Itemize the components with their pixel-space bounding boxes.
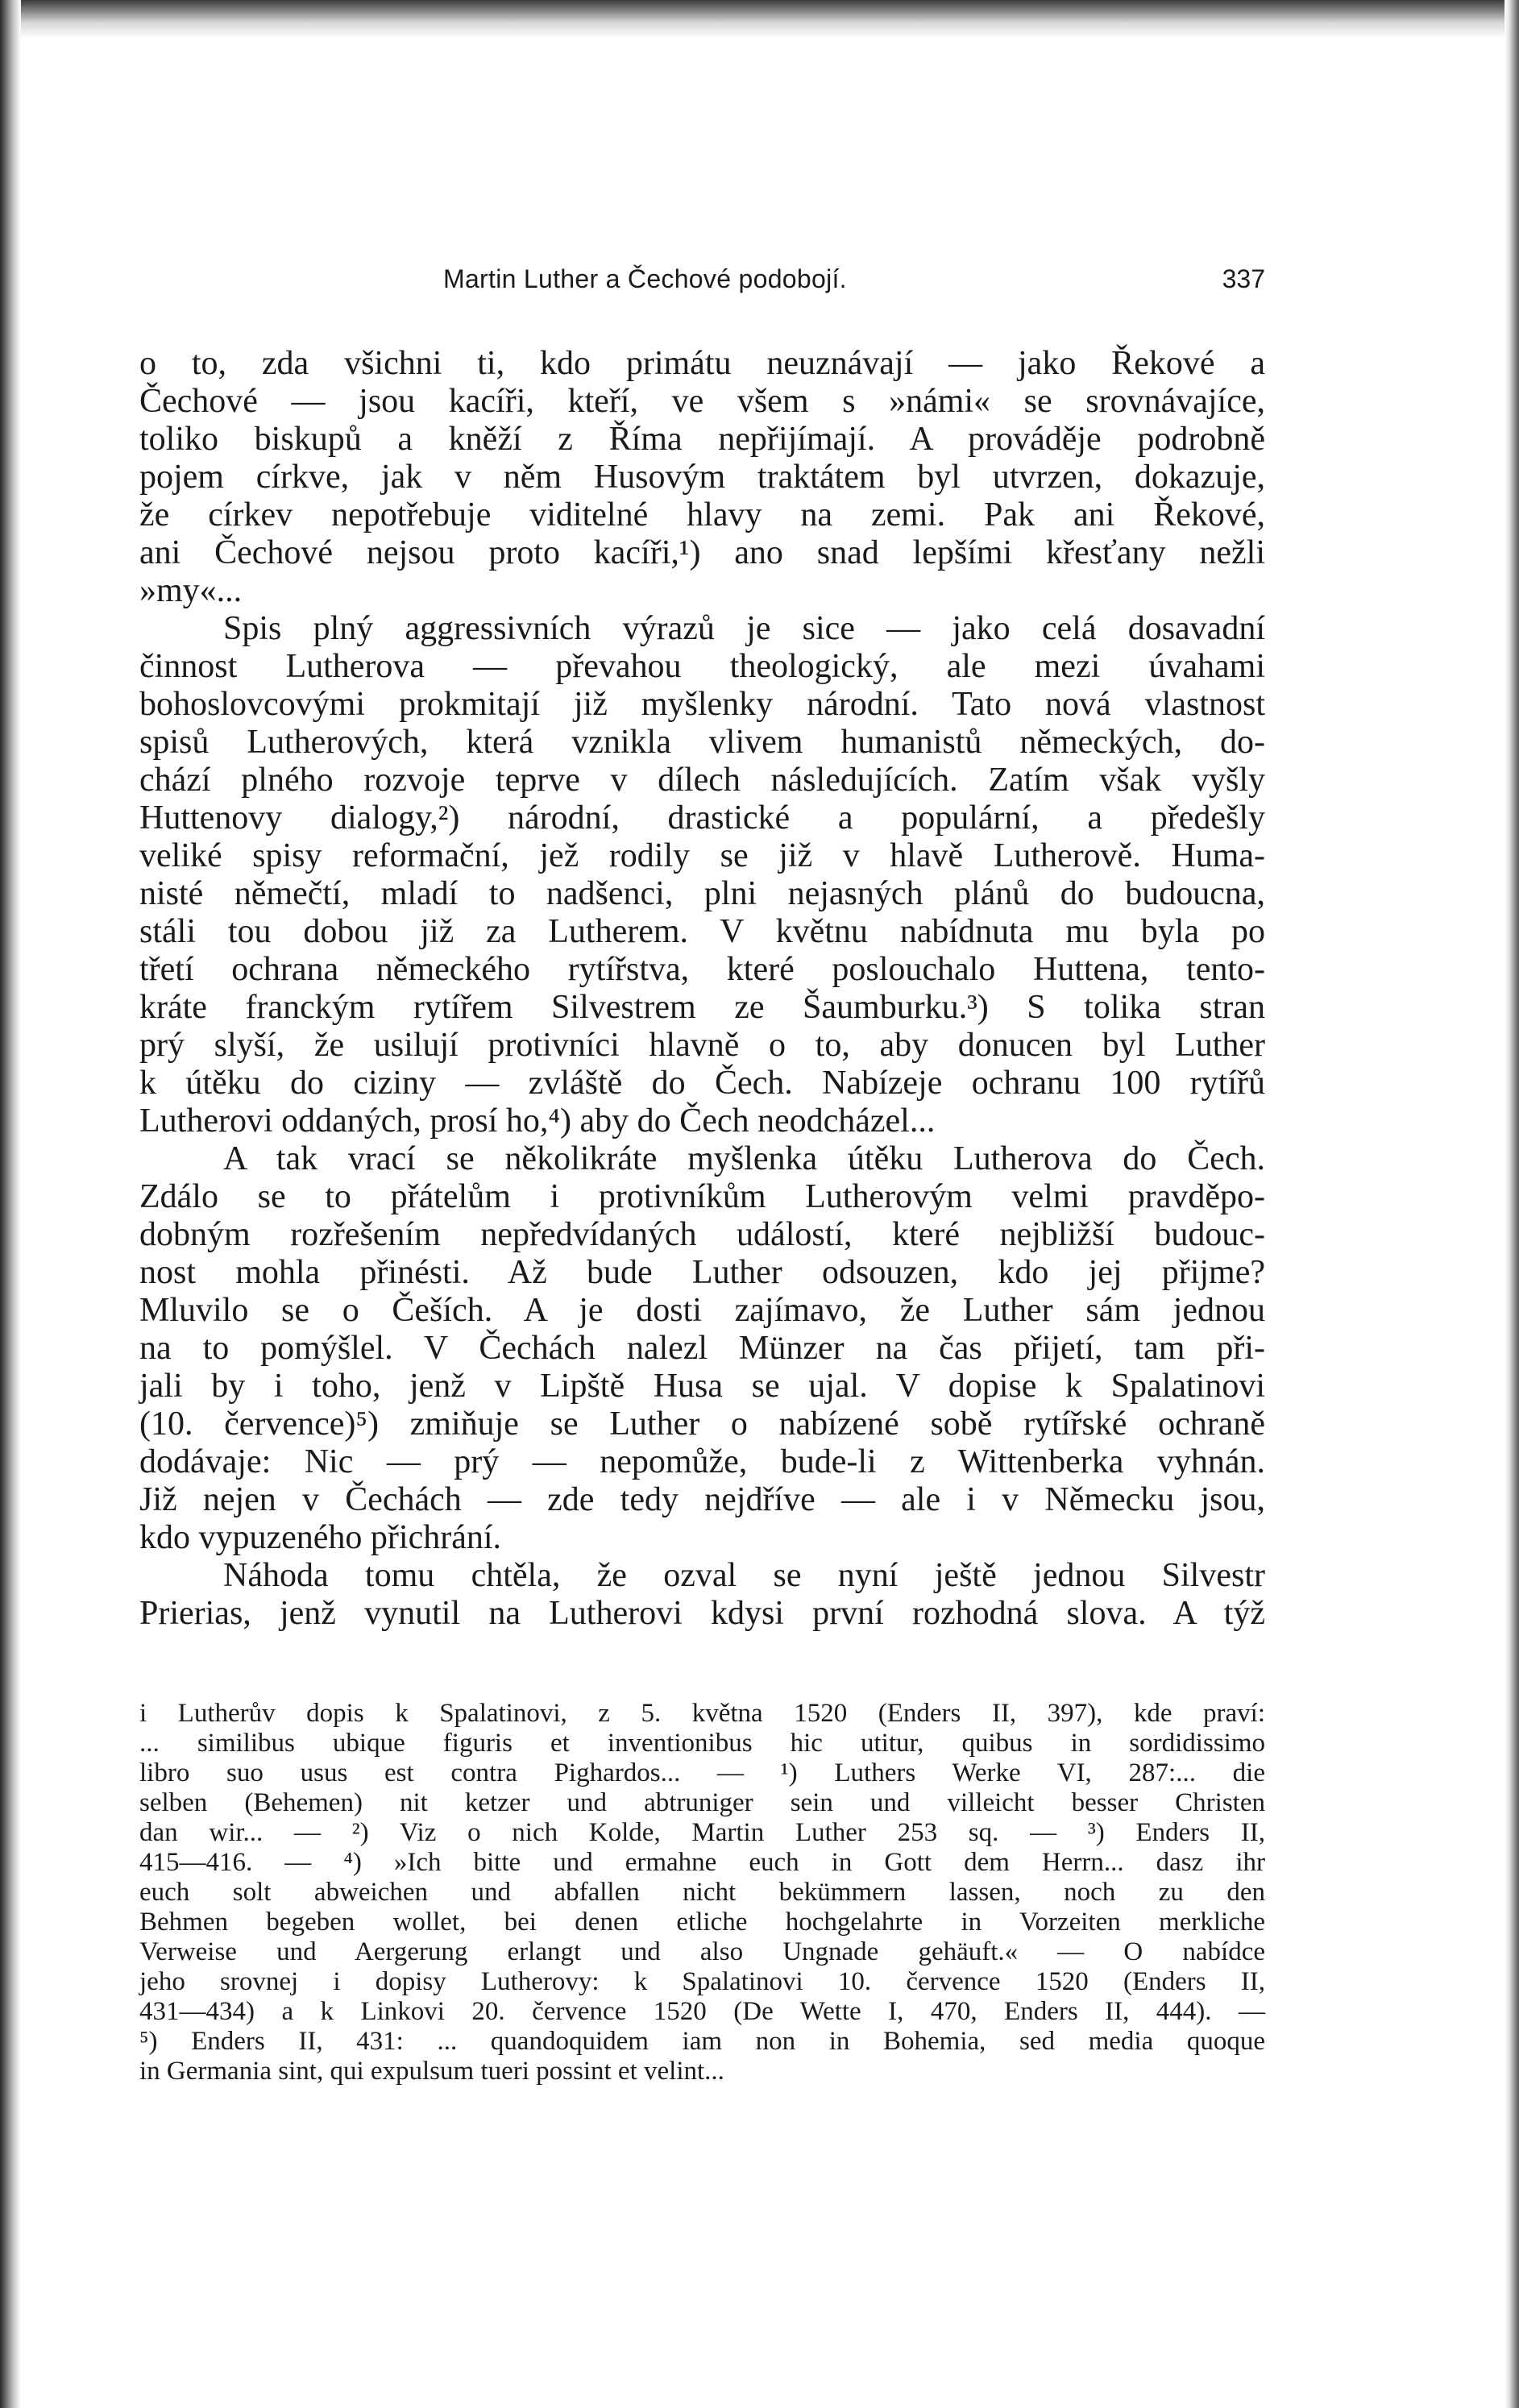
footnote-line: ... similibus ubique figuris et inventionibus hic utitur, quibus in sordidissimo	[139, 1729, 1265, 1758]
text-line: dobným rozřešením nepředvídaných událostí, které nejbližší budouc-	[139, 1216, 1265, 1253]
text-line: Již nejen v Čechách — zde tedy nejdříve — ale i v Německu jsou,	[139, 1481, 1265, 1518]
text-line: Mluvilo se o Češích. A je dosti zajímavo, že Luther sám jednou	[139, 1292, 1265, 1329]
text-line: chází plného rozvoje teprve v dílech následujících. Zatím však vyšly	[139, 762, 1265, 799]
text-line: Prierias, jenž vynutil na Lutherovi kdysi první rozhodná slova. A týž	[139, 1595, 1265, 1632]
text-line: Čechové — jsou kacíři, kteří, ve všem s »námi« se srovnávajíce,	[139, 383, 1265, 420]
footnote-line: libro suo usus est contra Pighardos... — ¹) Luthers Werke VI, 287:... die	[139, 1758, 1265, 1787]
scan-shadow-left	[0, 0, 21, 2408]
footnote-line: ⁵) Enders II, 431: ... quandoquidem iam non in Bohemia, sed media quoque	[139, 2027, 1265, 2056]
footnote-line: Verweise und Aergerung erlangt und also Ungnade gehäuft.« — O nabídce	[139, 1937, 1265, 1966]
text-line: k útěku do ciziny — zvláště do Čech. Nabízeje ochranu 100 rytířů	[139, 1065, 1265, 1102]
page-number: 337	[1222, 264, 1265, 293]
scan-shadow-right	[1504, 0, 1519, 2408]
footnote-line: dan wir... — ²) Viz o nich Kolde, Martin Luther 253 sq. — ³) Enders II,	[139, 1818, 1265, 1847]
text-line: stáli tou dobou již za Lutherem. V květnu nabídnuta mu byla po	[139, 913, 1265, 950]
text-line: o to, zda všichni ti, kdo primátu neuznávají — jako Řekové a	[139, 345, 1265, 382]
text-line: jali by i toho, jenž v Lipště Husa se ujal. V dopise k Spalatinovi	[139, 1368, 1265, 1405]
footnote-line: selben (Behemen) nit ketzer und abtruniger sein und villeicht besser Christen	[139, 1788, 1265, 1817]
paragraph-start: A tak vrací se několikráte myšlenka útěku Lutherova do Čech.	[223, 1140, 1265, 1177]
text-line: kdo vypuzeného přichrání.	[139, 1519, 502, 1556]
scan-shadow-top	[0, 0, 1519, 39]
text-line: nost mohla přinésti. Až bude Luther odsouzen, kdo jej přijme?	[139, 1254, 1265, 1291]
page-header	[266, 264, 1265, 300]
text-line: Zdálo se to přátelům i protivníkům Lutherovým velmi pravděpo-	[139, 1178, 1265, 1215]
footnote-line: 415—416. — ⁴) »Ich bitte und ermahne euch in Gott dem Herrn... dasz ihr	[139, 1848, 1265, 1877]
text-line: kráte franckým rytířem Silvestrem ze Šaumburku.³) S tolika stran	[139, 989, 1265, 1026]
text-line: ani Čechové nejsou proto kacíři,¹) ano snad lepšími křesťany nežli	[139, 534, 1265, 571]
running-head: Martin Luther a Čechové podobojí.	[443, 264, 847, 293]
text-line: prý slyší, že usilují protivníci hlavně o to, aby donucen byl Luther	[139, 1027, 1265, 1064]
text-line: pojem církve, jak v něm Husovým traktátem byl utvrzen, dokazuje,	[139, 459, 1265, 496]
footnote-line: jeho srovnej i dopisy Lutherovy: k Spalatinovi 10. července 1520 (Enders II,	[139, 1967, 1265, 1996]
text-line: toliko biskupů a kněží z Říma nepřijímají. A prováděje podrobně	[139, 421, 1265, 458]
text-line: veliké spisy reformační, jež rodily se již v hlavě Lutherově. Huma-	[139, 837, 1265, 874]
footnotes	[139, 1699, 1265, 2086]
text-line: spisů Lutherových, která vznikla vlivem humanistů německých, do-	[139, 724, 1265, 761]
text-line: bohoslovcovými prokmitají již myšlenky národní. Tato nová vlastnost	[139, 686, 1265, 723]
text-line: Lutherovi oddaných, prosí ho,⁴) aby do Čech neodcházel...	[139, 1102, 936, 1140]
main-text	[139, 345, 1265, 1633]
text-line: Huttenovy dialogy,²) národní, drastické a populární, a předešly	[139, 799, 1265, 837]
footnote-line: i Lutherův dopis k Spalatinovi, z 5. května 1520 (Enders II, 397), kde praví:	[139, 1699, 1265, 1728]
paragraph-start: Náhoda tomu chtěla, že ozval se nyní ještě jednou Silvestr	[223, 1557, 1265, 1594]
text-line: »my«...	[139, 572, 243, 609]
footnote-line: 431—434) a k Linkovi 20. července 1520 (De Wette I, 470, Enders II, 444). —	[139, 1997, 1265, 2026]
paragraph-start: Spis plný aggressivních výrazů je sice — jako celá dosavadní	[223, 610, 1265, 647]
text-line: činnost Lutherova — převahou theologický, ale mezi úvahami	[139, 648, 1265, 685]
text-line: nisté němečtí, mladí to nadšenci, plni nejasných plánů do budoucna,	[139, 875, 1265, 912]
footnote-line: Behmen begeben wollet, bei denen etliche hochgelahrte in Vorzeiten merkliche	[139, 1908, 1265, 1937]
text-line: na to pomýšlel. V Čechách nalezl Münzer na čas přijetí, tam při-	[139, 1330, 1265, 1367]
footnote-line: in Germania sint, qui expulsum tueri possint et velint...	[139, 2057, 724, 2086]
footnote-line: euch solt abweichen und abfallen nicht bekümmern lassen, noch zu den	[139, 1878, 1265, 1907]
text-line: (10. července)⁵) zmiňuje se Luther o nabízené sobě rytířské ochraně	[139, 1405, 1265, 1443]
text-line: třetí ochrana německého rytířstva, které poslouchalo Huttena, tento-	[139, 951, 1265, 988]
text-line: že církev nepotřebuje viditelné hlavy na zemi. Pak ani Řekové,	[139, 496, 1265, 533]
text-line: dodávaje: Nic — prý — nepomůže, bude-li z Wittenberka vyhnán.	[139, 1443, 1265, 1480]
